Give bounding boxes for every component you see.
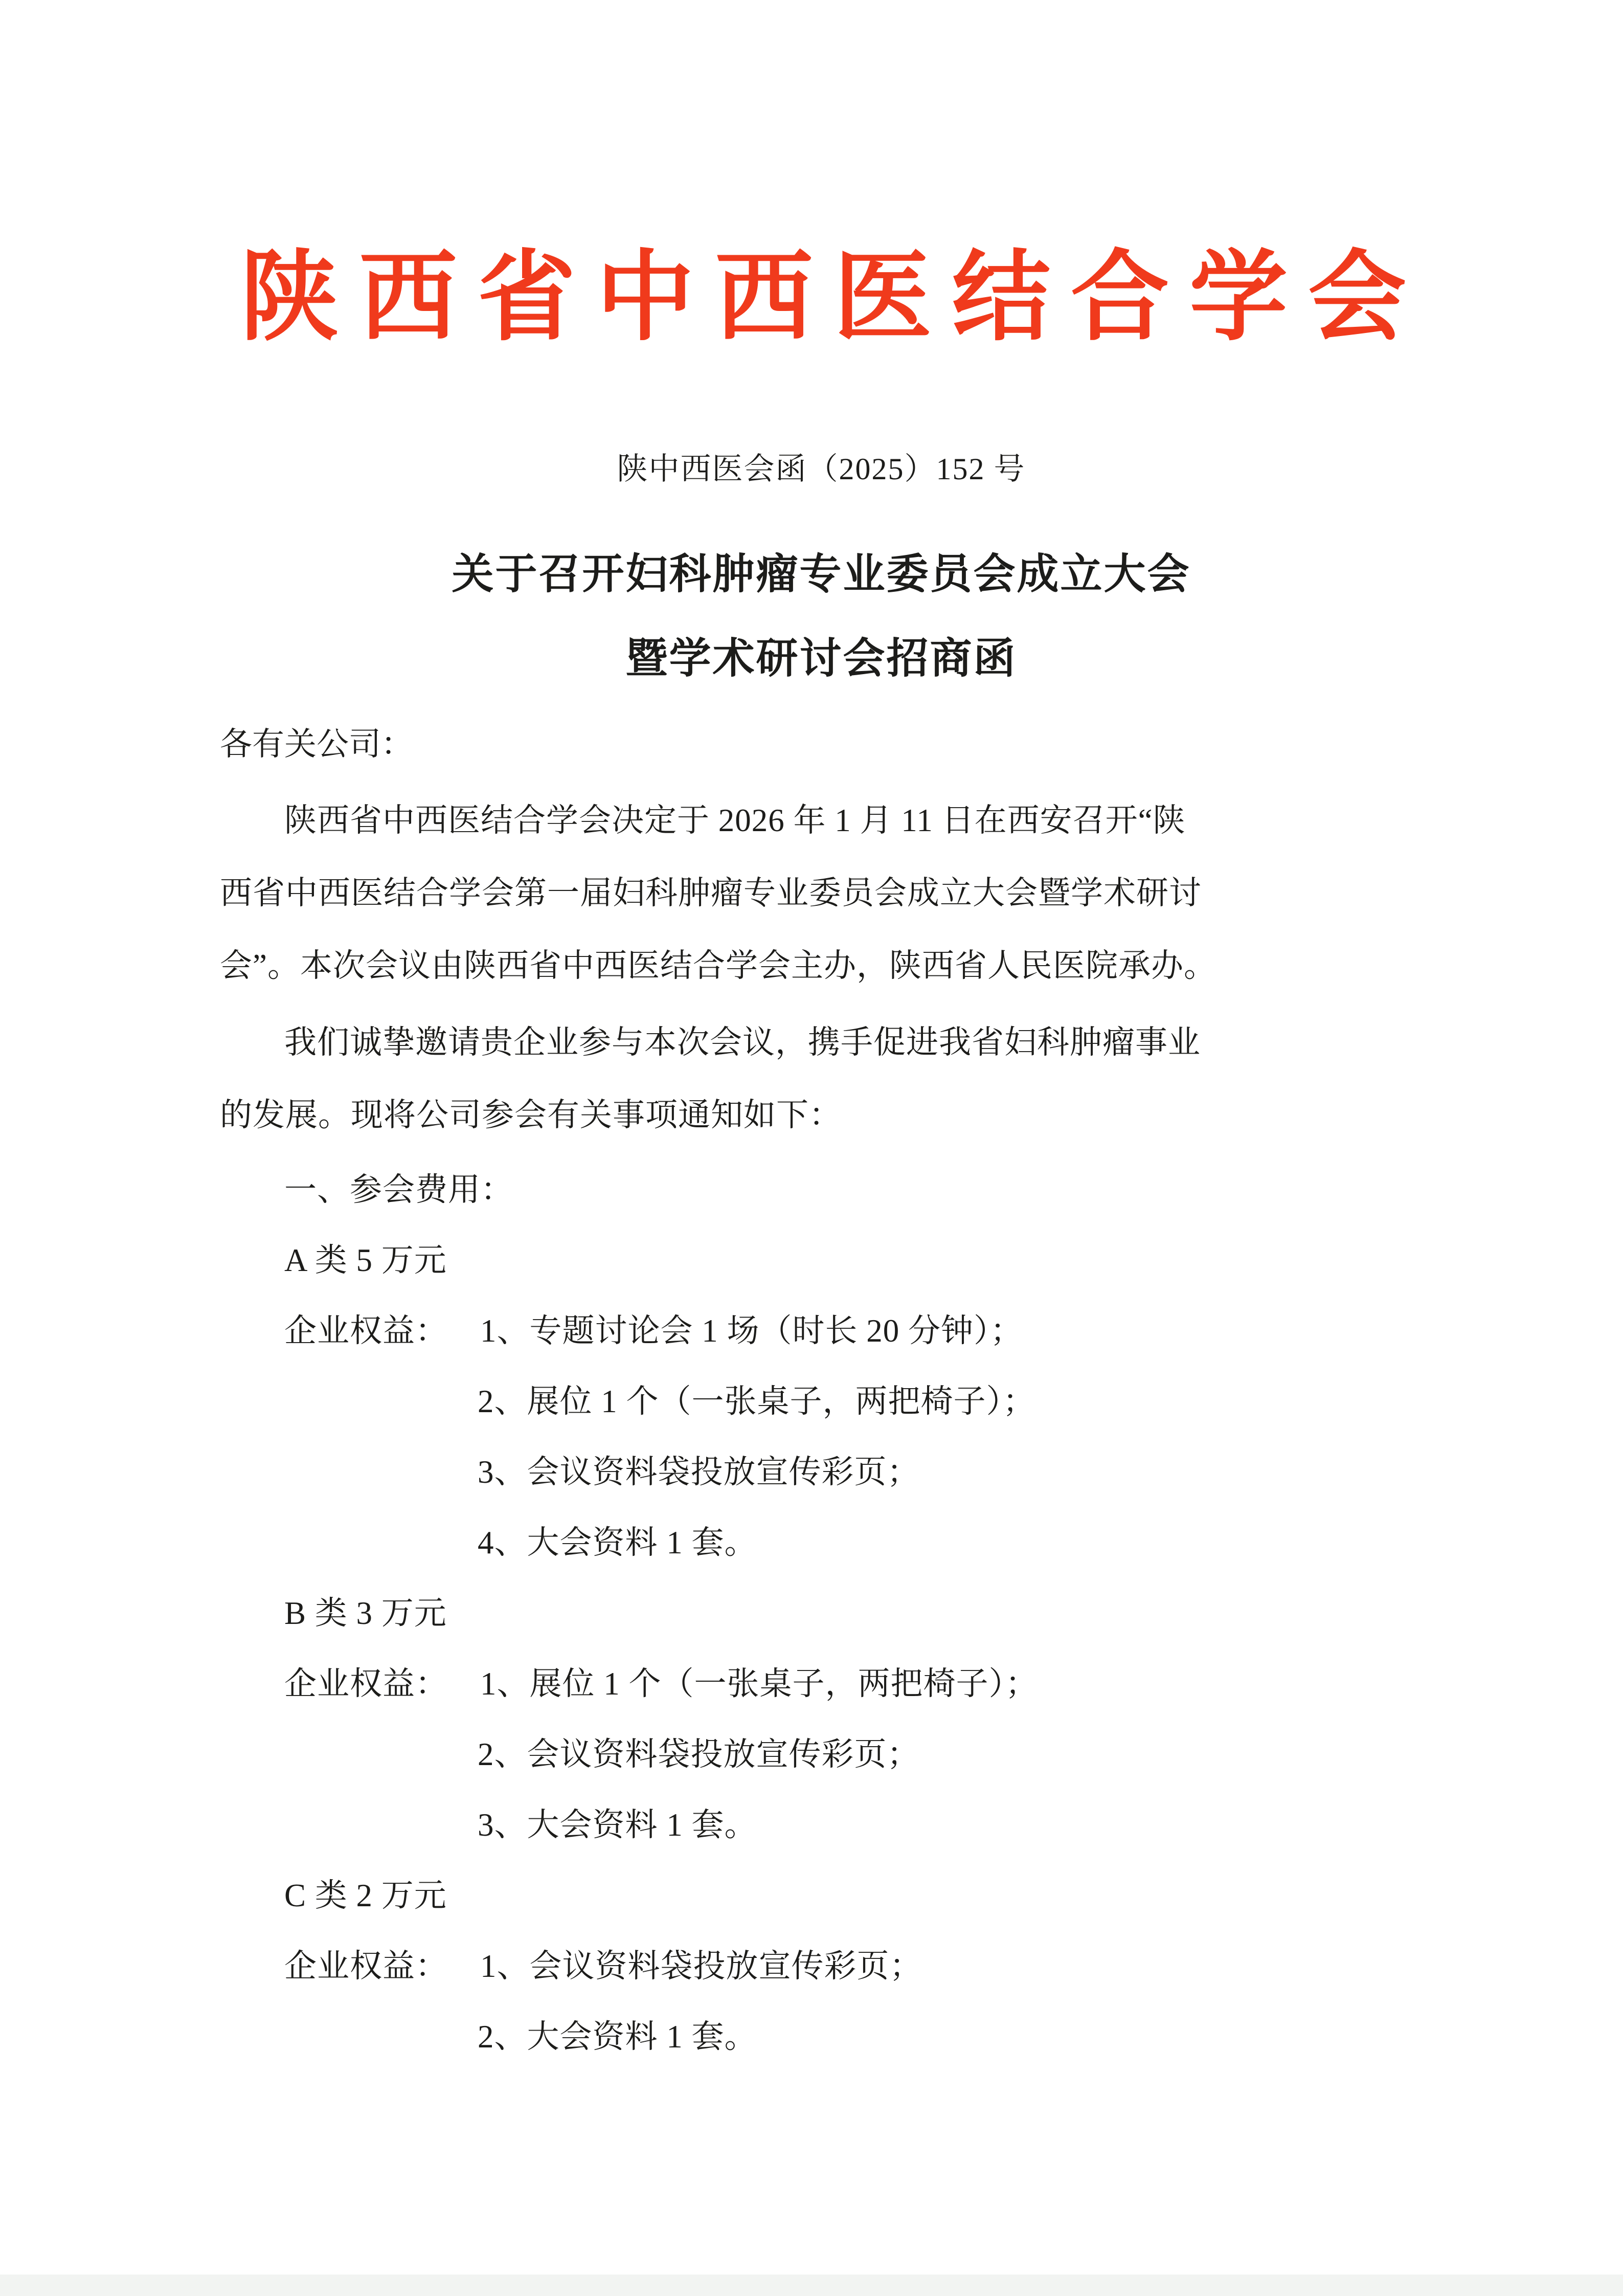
paragraph-2-line-1: 我们诚挚邀请贵企业参与本次会议，携手促进我省妇科肿瘤事业 [284,1024,1201,1060]
tier-c-benefits-label: 企业权益： [284,1948,448,1984]
paragraph-2 [220,1006,1423,1151]
tier-b-benefit-item-1: 1、展位 1 个（一张桌子，两把椅子）； [480,1666,1038,1702]
tier-a-benefit-item-1: 1、专题讨论会 1 场（时长 20 分钟）； [480,1313,1023,1349]
tier-a-benefit-item-3: 3、会议资料袋投放宣传彩页； [478,1454,920,1490]
tier-a-benefits-row [220,1296,1423,1366]
scan-edge-shadow [0,2275,1623,2296]
paragraph-1-line-1: 陕西省中西医结合学会决定于 2026 年 1 月 11 日在西安召开“陕 [284,803,1186,838]
tier-a-benefit-item-4: 4、大会资料 1 套。 [478,1525,757,1561]
tier-a-benefits-label: 企业权益： [284,1313,448,1349]
letterhead-org-name: 陕西省中西医结合学会 [240,243,1427,352]
tier-c-name: C 类 2 万元 [284,1878,447,1913]
tier-c-benefit-item-2: 2、大会资料 1 套。 [478,2019,757,2055]
paragraph-1-line-3: 会”。本次会议由陕西省中西医结合学会主办，陕西省人民医院承办。 [220,948,1216,984]
paragraph-1 [220,784,1423,1002]
doc-number: 陕中西医会函（2025）152 号 [617,452,1026,486]
tier-b-benefits-label: 企业权益： [284,1666,448,1702]
fees-section [220,1154,1423,2072]
tier-b-benefit-item-3: 3、大会资料 1 套。 [478,1807,757,1843]
tier-b-benefit-item-2: 2、会议资料袋投放宣传彩页； [478,1736,920,1772]
tier-c-benefits-row [220,1931,1423,2001]
salutation: 各有关公司： [220,726,413,762]
document-title-line-1: 关于召开妇科肿瘤专业委员会成立大会 [452,551,1191,597]
tier-b-benefits-row [220,1648,1423,1719]
tier-a-name: A 类 5 万元 [284,1242,447,1278]
document-title-line-2: 暨学术研讨会招商函 [625,635,1017,682]
paragraph-2-line-2: 的发展。现将公司参会有关事项通知如下： [220,1097,842,1133]
paragraph-1-line-2: 西省中西医结合学会第一届妇科肿瘤专业委员会成立大会暨学术研讨 [220,875,1202,911]
tier-a-benefit-item-2: 2、展位 1 个（一张桌子，两把椅子）； [478,1384,1035,1419]
section-heading-fees: 一、参会费用： [284,1172,513,1208]
tier-c-benefit-item-1: 1、会议资料袋投放宣传彩页； [480,1948,922,1984]
tier-b-name: B 类 3 万元 [284,1595,447,1631]
